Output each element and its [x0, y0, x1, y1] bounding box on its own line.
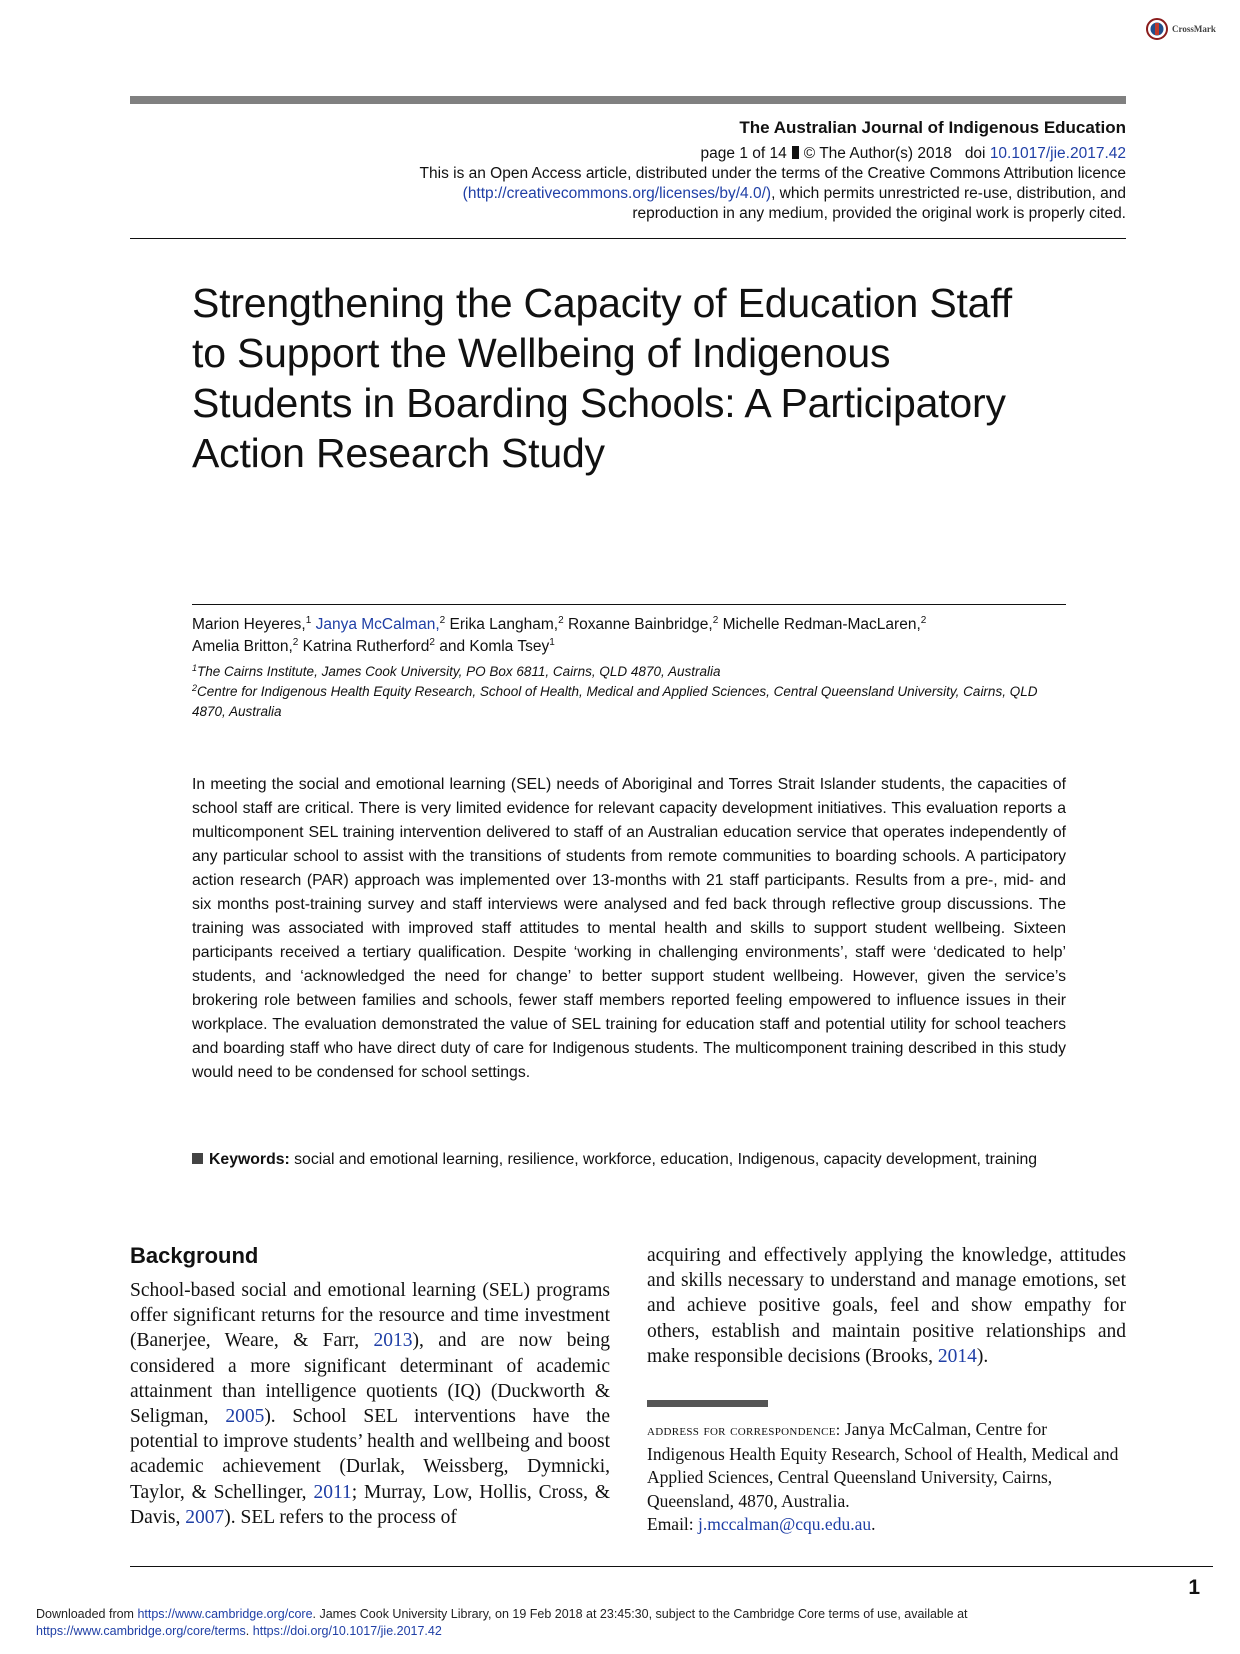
journal-name: The Australian Journal of Indigenous Education	[739, 118, 1126, 137]
doi-footer-link[interactable]: https://doi.org/10.1017/jie.2017.42	[252, 1624, 442, 1638]
author-affiliation-mark: 2	[712, 615, 719, 626]
citation-link[interactable]: 2007	[185, 1506, 225, 1528]
page-number: 1	[1188, 1576, 1200, 1599]
citation-link[interactable]: 2014	[937, 1345, 977, 1367]
author-affiliation-mark: 2	[558, 615, 564, 626]
author-name-link[interactable]: Janya McCalman,	[315, 616, 440, 633]
author-name: Marion Heyeres,	[192, 616, 306, 633]
download-prefix: Downloaded from	[36, 1607, 134, 1621]
separator-marker-icon	[792, 146, 799, 159]
body-text: ). School SEL interventions have the potential to improve students’ health and wellbeing and boost academic achievement (Durlak, Weissberg, Dymnicki, Taylor, & Schellinger,	[130, 1406, 611, 1503]
keywords	[192, 1148, 1066, 1172]
author-name: Erika Langham,	[449, 616, 559, 633]
page-info: page 1 of 14	[700, 145, 787, 162]
correspondence-block	[647, 1418, 1126, 1537]
email-link[interactable]: j.mccalman@cqu.edu.au	[698, 1514, 872, 1534]
body-text: ; Murray, Low, Hollis, Cross, & Davis,	[130, 1481, 611, 1528]
affiliation	[192, 682, 1072, 722]
crossmark-label: CrossMark	[1172, 24, 1216, 34]
affiliation-mark: 1	[192, 663, 198, 673]
license-link[interactable]: (http://creativecommons.org/licenses/by/4.0/)	[462, 185, 772, 202]
body-column-right	[647, 1243, 1126, 1369]
body-text: ). SEL refers to the process of	[224, 1506, 457, 1528]
affiliation-text: Centre for Indigenous Health Equity Research, School of Health, Medical and Applied Sciences, Central Queensland University, Cairns, QLD 4870, Australia	[192, 684, 1038, 719]
body-text: ).	[976, 1345, 989, 1367]
license-line-1: This is an Open Access article, distributed under the terms of the Creative Commons Attribution licence	[419, 165, 1126, 182]
cambridge-terms-link[interactable]: https://www.cambridge.org/core/terms	[36, 1624, 246, 1638]
download-sep: .	[245, 1624, 250, 1638]
correspondence-text: Janya McCalman, Centre for Indigenous Health Equity Research, School of Health, Medical and Applied Sciences, Central Queensland University, Cairns, Queensland, 4870, Australia.	[647, 1419, 1119, 1511]
author-affiliation-mark: 2	[439, 615, 446, 626]
crossmark-badge[interactable]	[1146, 18, 1216, 40]
affiliation-mark: 2	[192, 683, 198, 693]
author-name: Katrina Rutherford	[302, 638, 430, 655]
footer-rule	[130, 1566, 1213, 1567]
license-line-2	[130, 184, 1126, 204]
email-end: .	[871, 1514, 876, 1534]
title-line: to Support the Wellbeing of Indigenous	[192, 330, 891, 376]
keywords-square-icon	[192, 1153, 203, 1164]
body-column-left	[130, 1278, 610, 1530]
top-rule-bar	[130, 96, 1126, 104]
affiliation	[192, 662, 1072, 682]
citation-link[interactable]: 2013	[373, 1330, 413, 1352]
article-title	[192, 278, 1092, 478]
header-rule	[130, 238, 1126, 239]
citation-link[interactable]: 2005	[225, 1406, 265, 1428]
author-affiliation-mark: 1	[305, 615, 312, 626]
author-name: Amelia Britton,	[192, 638, 293, 655]
keywords-text: social and emotional learning, resilience, workforce, education, Indigenous, capacity development, training	[294, 1151, 1038, 1168]
author-line	[192, 614, 1072, 636]
journal-meta	[130, 144, 1126, 224]
page-doi-line	[130, 144, 1126, 164]
license-line-2-rest: , which permits unrestricted re-use, distribution, and	[771, 185, 1126, 202]
author-rule	[192, 604, 1066, 605]
crossmark-icon	[1146, 18, 1168, 40]
body-text: ), and are now being considered a more significant determinant of academic attainment than intelligence quotients (IQ) (Duckworth & Seligman,	[130, 1330, 611, 1428]
copyright: © The Author(s) 2018	[803, 145, 952, 162]
affiliations	[192, 662, 1072, 722]
doi-label: doi	[964, 145, 986, 162]
author-name: Michelle Redman-MacLaren,	[722, 616, 921, 633]
author-list	[192, 614, 1072, 658]
title-line: Action Research Study	[192, 430, 605, 476]
doi-link[interactable]: 10.1017/jie.2017.42	[989, 145, 1126, 162]
correspondence-rule	[647, 1400, 768, 1407]
license-line-3: reproduction in any medium, provided the original work is properly cited.	[632, 205, 1126, 222]
body-text: School-based social and emotional learning (SEL) programs offer significant returns for the resource and time investment (Banerjee, Weare, & Farr,	[130, 1280, 610, 1352]
citation-link[interactable]: 2011	[313, 1481, 352, 1503]
download-mid: . James Cook University Library, on 19 Feb 2018 at 23:45:30, subject to the Cambridge Core terms of use, available at	[312, 1607, 968, 1621]
correspondence-email-line	[647, 1513, 1126, 1537]
author-affiliation-mark: 2	[920, 615, 927, 626]
author-affiliation-mark: 2	[292, 637, 299, 648]
journal-header	[130, 118, 1126, 224]
author-affiliation-mark: 2	[429, 637, 435, 648]
title-line: Students in Boarding Schools: A Participatory	[192, 380, 1006, 426]
correspondence-label: address for correspondence:	[647, 1422, 841, 1439]
author-affiliation-mark: 1	[549, 637, 555, 648]
keywords-label: Keywords:	[209, 1151, 290, 1168]
download-note	[36, 1606, 1136, 1640]
section-heading-background: Background	[130, 1243, 259, 1268]
affiliation-text: The Cairns Institute, James Cook University, PO Box 6811, Cairns, QLD 4870, Australia	[197, 664, 721, 679]
body-text: acquiring and effectively applying the knowledge, attitudes and skills necessary to understand and manage emotions, set and achieve positive goals, feel and show empathy for others, establish and maintain positive relationships and make responsible decisions (Brooks,	[647, 1245, 1126, 1367]
author-name: Roxanne Bainbridge,	[567, 616, 713, 633]
cambridge-core-link[interactable]: https://www.cambridge.org/core	[137, 1607, 313, 1621]
author-line	[192, 636, 1072, 658]
email-label: Email:	[647, 1514, 694, 1534]
title-line: Strengthening the Capacity of Education Staff	[192, 280, 1012, 326]
author-name: and Komla Tsey	[439, 638, 550, 655]
abstract: In meeting the social and emotional learning (SEL) needs of Aboriginal and Torres Strait Islander students, the capacities of school staff are critical. There is very limited evidence for relevant capacity development initiatives. This evaluation reports a multicomponent SEL training intervention delivered to staff of an Australian education service that operates independently of any particular school to assist with the transitions of students from remote communities to boarding schools. A participatory action research (PAR) approach was implemented over 13-months with 21 staff participants. Results from a pre-, mid- and six months post-training survey and staff interviews were analysed and fed back through reflective group discussions. The training was associated with improved staff attitudes to mental health and skills to support student wellbeing. Sixteen participants received a tertiary qualification. Despite ‘working in challenging environments’, staff were ‘dedicated to help’ students, and ‘acknowledged the need for change’ to better support student wellbeing. However, given the service’s brokering role between families and schools, fewer staff members reported feeling empowered to influence issues in their workplace. The evaluation demonstrated the value of SEL training for education staff and potential utility for school teachers and boarding staff who have direct duty of care for Indigenous students. The multicomponent training described in this study would need to be condensed for school settings.	[192, 776, 1066, 1081]
